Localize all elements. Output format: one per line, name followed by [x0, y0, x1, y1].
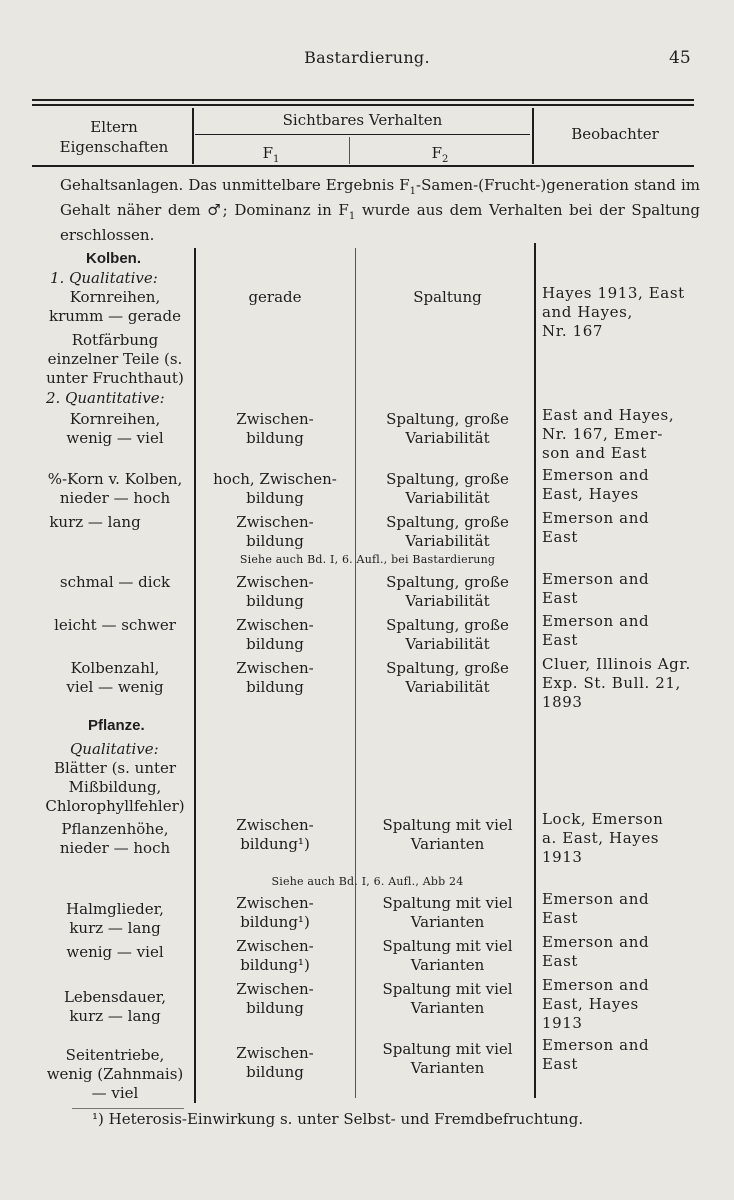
row-halmglieder-f2: Spaltung mit viel Varianten: [382, 894, 513, 931]
row-wenig-viel-trait: wenig — viel: [66, 943, 164, 961]
section-pflanze: Pflanze.: [88, 717, 145, 734]
body-vline-1: [194, 248, 196, 1103]
header-f1-sub: 1: [273, 154, 280, 165]
intro-text-2: -Samen-(Frucht-)generation stand im Gehalt näher dem ♂; Dominanz in F: [60, 176, 701, 219]
row-wenig-viel-observer: Emerson and East: [542, 933, 650, 970]
row-kolbenzahl-f2: Spaltung, große Variabilität: [386, 659, 509, 696]
intro-sub-2: 1: [348, 211, 356, 222]
section-kolben-qualitative: 1. Qualitative:: [50, 269, 158, 287]
row-kornreihen-wenig-observer: East and Hayes, Nr. 167, Emer- son and East: [542, 406, 675, 462]
row-schmal-dick-f1: Zwischen- bildung: [236, 573, 314, 610]
header-bottom-rule: [32, 165, 694, 167]
row-wenig-viel-f1: Zwischen- bildung¹): [236, 937, 314, 974]
header-beobachter: Beobachter: [571, 125, 659, 143]
row-seitentriebe-f1: Zwischen- bildung: [236, 1044, 314, 1081]
page-number: 45: [669, 48, 691, 68]
row-schmal-dick-trait: schmal — dick: [59, 573, 171, 591]
row-lebensdauer-observer: Emerson and East, Hayes 1913: [542, 976, 650, 1032]
row-halmglieder-trait: Halmglieder, kurz — lang: [66, 900, 164, 937]
header-vline-1: [192, 108, 194, 164]
row-schmal-dick-f2: Spaltung, große Variabilität: [386, 573, 509, 610]
header-vline-3: [532, 108, 534, 164]
section-kolben-quantitative: 2. Quantitative:: [46, 389, 165, 407]
footnote-rule: [72, 1108, 184, 1109]
row-leicht-schwer-f1: Zwischen- bildung: [236, 616, 314, 653]
see-also-note-2: Siehe auch Bd. I, 6. Aufl., Abb 24: [271, 875, 464, 888]
top-rule-2: [32, 104, 694, 106]
footnote: ¹) Heterosis-Einwirkung s. unter Selbst- und Fremdbefruchtung.: [92, 1110, 584, 1128]
row-kolbenzahl-observer: Cluer, Illinois Agr. Exp. St. Bull. 21, 1893: [542, 655, 691, 711]
row-leicht-schwer-f2: Spaltung, große Variabilität: [386, 616, 509, 653]
row-seitentriebe-f2: Spaltung mit viel Varianten: [382, 1040, 513, 1077]
row-kurz-lang-trait: kurz — lang: [49, 513, 141, 531]
row-schmal-dick-observer: Emerson and East: [542, 570, 650, 607]
row-kornreihen-wenig-f1: Zwischen- bildung: [236, 410, 314, 447]
row-kolbenzahl-trait: Kolbenzahl, viel — wenig: [66, 659, 164, 696]
row-pflanzenhoehe-trait: Pflanzenhöhe, nieder — hoch: [59, 820, 171, 857]
row-seitentriebe-observer: Emerson and East: [542, 1036, 650, 1073]
header-vline-2: [349, 137, 350, 164]
row-kurz-lang-f1: Zwischen- bildung: [236, 513, 314, 550]
row-blaetter-trait: Blätter (s. unter Mißbildung, Chlorophyllfehler): [45, 759, 185, 815]
intro-paragraph: [60, 176, 700, 245]
row-prozent-korn-f2: Spaltung, große Variabilität: [386, 470, 509, 507]
running-header-title: Bastardierung.: [304, 48, 430, 67]
section-kolben: Kolben.: [86, 250, 141, 267]
header-sichtbares-verhalten: Sichtbares Verhalten: [282, 111, 443, 129]
header-f2-sub: 2: [442, 154, 449, 165]
row-prozent-korn-observer: Emerson and East, Hayes: [542, 466, 650, 503]
intro-sub-1: 1: [409, 186, 417, 197]
header-eltern-line1: Eltern: [90, 118, 138, 136]
header-f1-letter: F: [262, 144, 274, 162]
row-lebensdauer-f1: Zwischen- bildung: [236, 980, 314, 1017]
row-lebensdauer-trait: Lebensdauer, kurz — lang: [63, 988, 167, 1025]
row-wenig-viel-f2: Spaltung mit viel Varianten: [382, 937, 513, 974]
row-kornreihen-krumm-observer: Hayes 1913, East and Hayes, Nr. 167: [542, 284, 685, 340]
row-kolbenzahl-f1: Zwischen- bildung: [236, 659, 314, 696]
row-halmglieder-observer: Emerson and East: [542, 890, 650, 927]
row-halmglieder-f1: Zwischen- bildung¹): [236, 894, 314, 931]
row-pflanzenhoehe-f2: Spaltung mit viel Varianten: [382, 816, 513, 853]
header-eltern-line2: Eigenschaften: [59, 138, 169, 156]
row-rotfaerbung-trait: Rotfärbung einzelner Teile (s. unter Fruchthaut): [46, 331, 184, 387]
header-eltern: [40, 117, 188, 157]
row-kornreihen-wenig-trait: Kornreihen, wenig — viel: [66, 410, 164, 447]
intro-text-3: wurde aus dem Verhalten bei der Spaltung erschlossen.: [60, 201, 700, 244]
header-group-rule: [195, 134, 530, 135]
row-kurz-lang-f2: Spaltung, große Variabilität: [386, 513, 509, 550]
top-rule-1: [32, 99, 694, 101]
row-prozent-korn-f1: hoch, Zwischen- bildung: [213, 470, 337, 507]
body-vline-2: [355, 248, 356, 1098]
section-pflanze-qualitative: Qualitative:: [70, 740, 159, 758]
row-kurz-lang-observer: Emerson and East: [542, 509, 650, 546]
row-kornreihen-krumm-f2: Spaltung: [413, 288, 482, 306]
intro-text-1: Gehaltsanlagen. Das unmittelbare Ergebnis F: [60, 176, 410, 194]
row-kornreihen-wenig-f2: Spaltung, große Variabilität: [386, 410, 509, 447]
row-lebensdauer-f2: Spaltung mit viel Varianten: [382, 980, 513, 1017]
see-also-note-1: Siehe auch Bd. I, 6. Aufl., bei Bastardierung: [239, 553, 496, 566]
row-seitentriebe-trait: Seitentriebe, wenig (Zahnmais) — viel: [46, 1046, 184, 1102]
row-kornreihen-krumm-f1: gerade: [248, 288, 302, 306]
row-pflanzenhoehe-observer: Lock, Emerson a. East, Hayes 1913: [542, 810, 664, 866]
header-f2-letter: F: [431, 144, 443, 162]
row-prozent-korn-trait: %-Korn v. Kolben, nieder — hoch: [47, 470, 183, 507]
row-leicht-schwer-observer: Emerson and East: [542, 612, 650, 649]
row-kornreihen-krumm-trait: Kornreihen, krumm — gerade: [49, 288, 181, 325]
row-leicht-schwer-trait: leicht — schwer: [54, 616, 176, 634]
row-pflanzenhoehe-f1: Zwischen- bildung¹): [236, 816, 314, 853]
